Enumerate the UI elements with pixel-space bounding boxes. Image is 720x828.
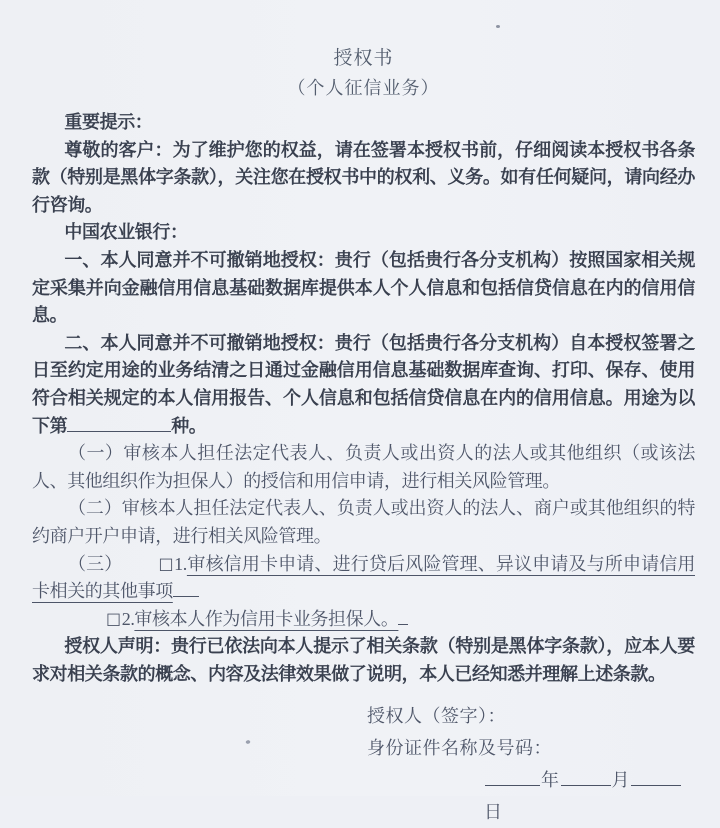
clause-2 [32, 330, 695, 440]
purpose-item-1: （一）审核本人担任法定代表人、负责人或出资人的法人或其他组织（或该法人、其他组织作为担保人）的授信和用信申请，进行相关风险管理。 [32, 443, 695, 491]
year-label: 年 [541, 770, 560, 791]
clause-1: 一、本人同意并不可撤销地授权：贵行（包括贵行各分支机构）按照国家相关规定采集并向金融信用信息基础数据库提供本人个人信息和包括信贷信息在内的信用信息。 [32, 249, 695, 326]
purpose-number-blank-field[interactable] [67, 426, 171, 432]
notice-heading: 重要提示： [64, 112, 153, 132]
purpose-item-3 [32, 551, 695, 606]
doc-title: 授权书 [333, 48, 394, 69]
addressee-line: 中国农业银行： [64, 222, 188, 243]
checkbox-option-1-icon[interactable]: □ [158, 553, 174, 573]
date-line [367, 764, 695, 828]
day-blank-field[interactable] [631, 780, 681, 786]
purpose-option-2 [32, 606, 695, 634]
scan-artifact-dot [496, 25, 500, 28]
option-2-number: 2. [121, 608, 135, 629]
option-2-underline-tail [398, 610, 408, 625]
option-1-underline-tail [173, 582, 199, 597]
year-blank-field[interactable] [485, 780, 540, 786]
day-label: 日 [484, 802, 503, 823]
option-2-text: 审核本人作为信用卡业务担保人。 [134, 608, 399, 629]
checkbox-option-2-icon[interactable]: □ [106, 608, 121, 628]
option-1-text: 审核信用卡申请、进行贷后风险管理、异议申请及与所申请信用卡相关的其他事项 [32, 553, 695, 602]
purpose-item-2: （二）审核本人担任法定代表人、负责人或出资人的法人、商户或其他组织的特约商户开户申请，进行相关风险管理。 [32, 498, 695, 546]
scan-artifact-mark [245, 739, 251, 745]
notice-body: 尊敬的客户：为了维护您的权益，请在签署本授权书前，仔细阅读本授权书各条款（特别是黑体字条款），关注您在授权书中的权利、义务。如有任何疑问，请向经办行咨询。 [32, 139, 695, 215]
purpose-3-label: （三） [68, 553, 123, 574]
option-1-number: 1. [174, 553, 187, 574]
id-label: 身份证件名称及号码： [367, 738, 552, 759]
month-label: 月 [611, 770, 630, 791]
declaration: 授权人声明：贵行已依法向本人提示了相关条款（特别是黑体字条款），应本人要求对相关条款的概念、内容及法律效果做了说明，本人已经知悉并理解上述条款。 [32, 636, 695, 684]
month-blank-field[interactable] [561, 780, 611, 786]
signature-block [367, 700, 695, 828]
clause-2-text: 二、本人同意并不可撤销地授权：贵行（包括贵行各分支机构）自本授权签署之日至约定用途的业务结清之日通过金融信用信息基础数据库查询、打印、保存、使用符合相关规定的本人信用报告、个人信息和包括信贷信息在内的信用信息。用途为以下第 [32, 332, 695, 436]
signer-label: 授权人（签字）： [367, 706, 506, 727]
doc-subtitle: （个人征信业务） [287, 78, 440, 98]
clause-2-tail: 种。 [171, 415, 207, 436]
